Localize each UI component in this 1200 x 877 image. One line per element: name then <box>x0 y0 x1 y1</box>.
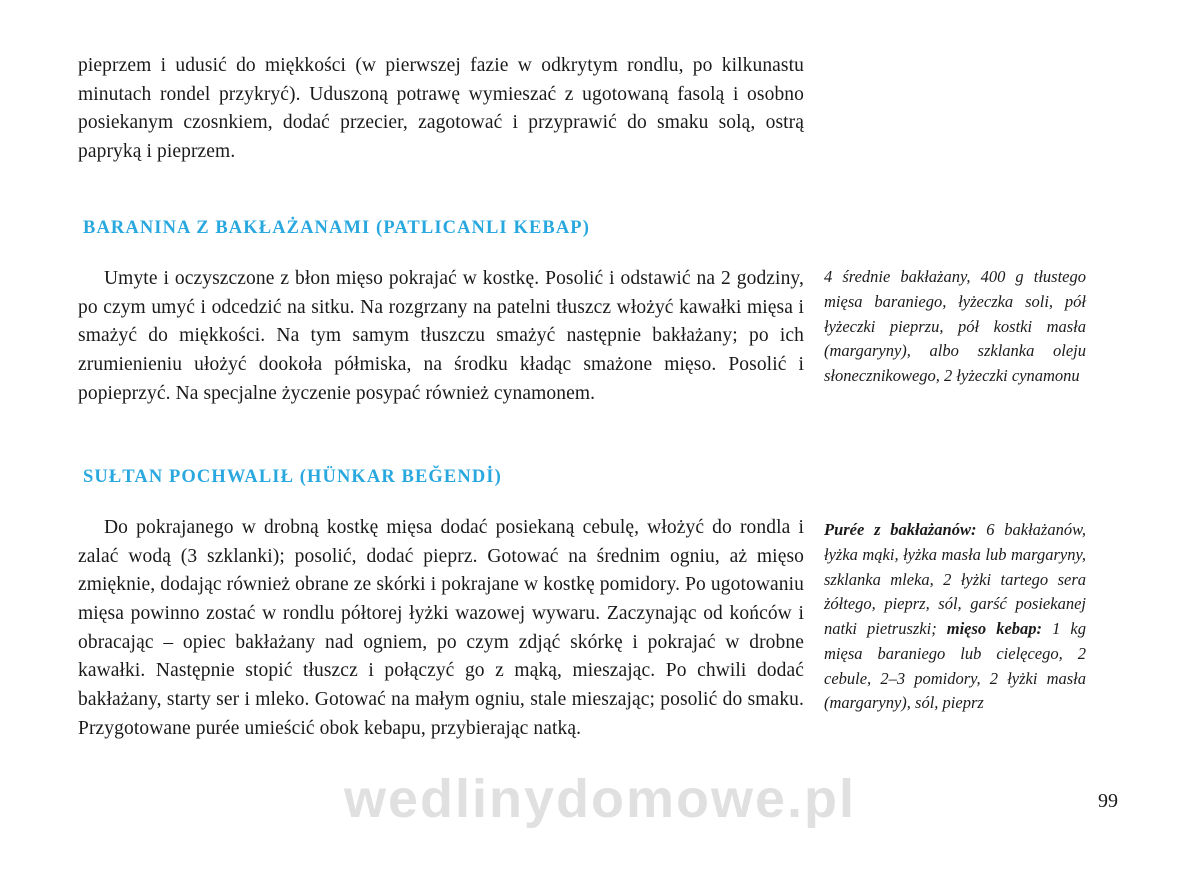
page-number: 99 <box>1098 790 1118 812</box>
section-heading-baranina: BARANINA Z BAKŁAŻANAMI (PATLICANLI KEBAP) <box>83 218 590 238</box>
section-body-sultan: Do pokrajanego w drobną kostkę mięsa dodać posiekaną cebulę, włożyć do rondla i zalać wodą (3 szklanki); posolić, dodać pieprz. Gotować na średnim ogniu, aż mięso zmięknie, dodając również obrane ze skórki i pokrajane w kostkę pomidory. Po ugotowaniu mięsa powinno zostać w rondlu półtorej łyżki wazowej wywaru. Zaczynając od końców i obracając – opiec bakłażany nad ogniem, po czym zdjąć skórkę i pokrajać w drobne kawałki. Następnie stopić tłuszcz i połączyć go z mąką, mieszając. Po chwili dodać bakłażany, starty ser i mleko. Gotować na małym ogniu, stale mieszając; posolić do smaku. Przygotowane purée umieścić obok kebapu, przybierając natką. <box>78 517 804 739</box>
watermark: wedlinydomowe.pl <box>343 769 857 829</box>
section-body-baranina: Umyte i oczyszczone z błon mięso pokrajać w kostkę. Posolić i odstawić na 2 godziny, po czym umyć i odcedzić na sitku. Na rozgrzany na patelni tłuszcz włożyć kawałki mięsa i smażyć do miękkości. Na tym samym tłuszczu smażyć następnie bakłażany; po ich zrumienieniu ułożyć dookoła półmiska, na środku kładąc smażone mięso. Posolić i popieprzyć. Na specjalne życzenie posypać również cynamonem. <box>78 268 804 404</box>
ingredients-text-kebap: 1 kg mięsa baraniego lub cielęcego, 2 cebule, 2–3 pomidory, 2 łyżki masła (margaryny), sól, pieprz <box>824 619 1086 713</box>
ingredients-note-baranina: 4 średnie bakłażany, 400 g tłustego mięsa baraniego, łyżeczka soli, pół łyżeczki pieprzu, pół kostki masła (margaryny), albo szklanka oleju słonecznikowego, 2 łyżeczki cynamonu <box>824 267 1086 385</box>
section-heading-sultan: SUŁTAN POCHWALIŁ (HÜNKAR BEĞENDİ) <box>83 467 502 487</box>
ingredients-note-sultan <box>824 518 1086 716</box>
ingredients-label-kebap: mięso kebap: <box>946 619 1043 638</box>
ingredients-label-puree: Purée z bakłażanów: <box>824 520 977 539</box>
ingredients-text-puree: 6 bakłażanów, łyżka mąki, łyżka masła lub margaryny, szklanka mleka, 2 łyżki tartego sera żółtego, pieprz, sól, garść posiekanej natki pietruszki; <box>824 520 1086 638</box>
intro-paragraph: pieprzem i udusić do miękkości (w pierwszej fazie w odkrytym rondlu, po kilkunastu minutach rondel przykryć). Uduszoną potrawę wymieszać z ugotowaną fasolą i osobno posiekanym czosnkiem, dodać przecier, zagotować i przyprawić do smaku solą, ostrą papryką i pieprzem. <box>78 55 804 162</box>
